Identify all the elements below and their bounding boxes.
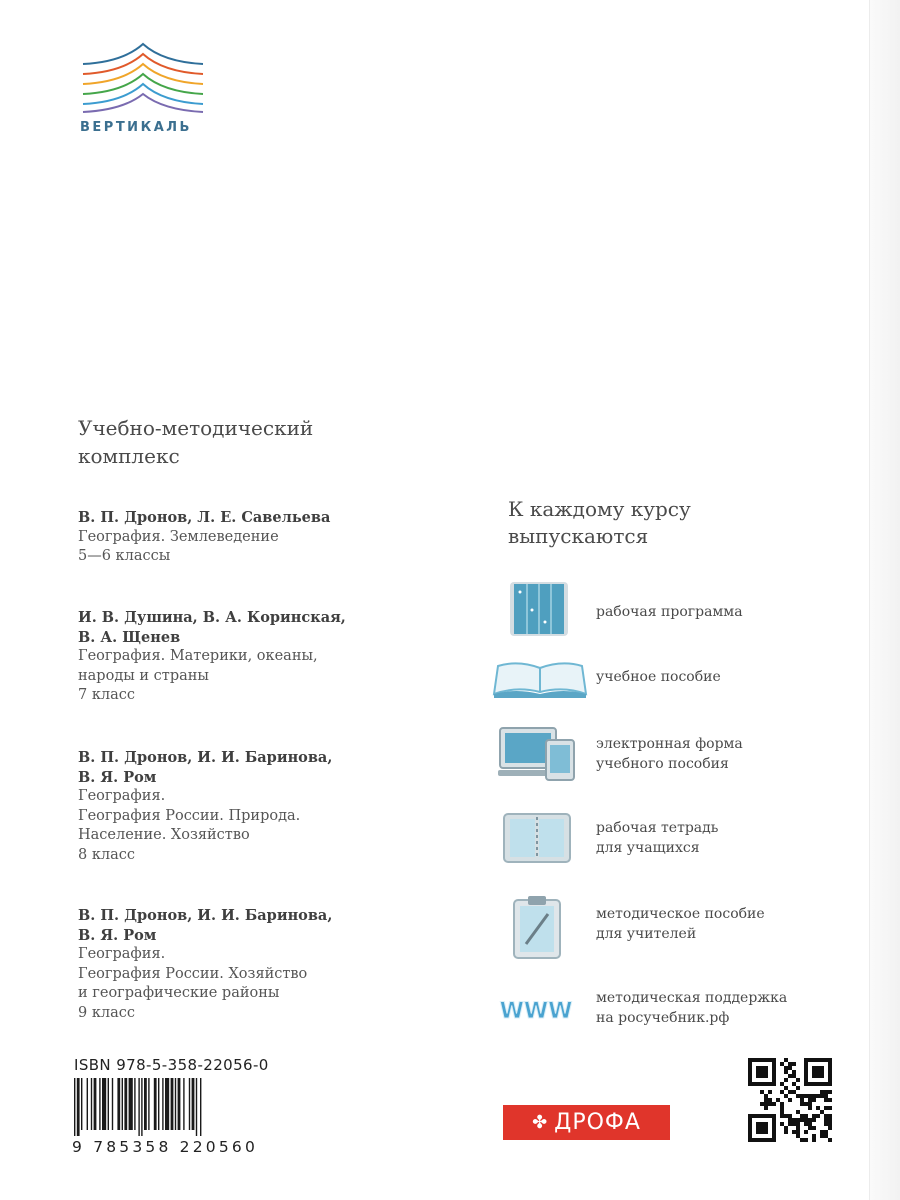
resource-label: электронная форма учебного пособия bbox=[596, 736, 743, 772]
book-authors: В. П. Дронов, И. И. Баринова, bbox=[78, 749, 333, 766]
binder-icon bbox=[508, 580, 570, 638]
book-entry bbox=[78, 508, 330, 567]
book-authors: В. П. Дронов, Л. Е. Савельева bbox=[78, 509, 331, 526]
www-icon bbox=[494, 992, 578, 1026]
open-book-icon bbox=[490, 656, 590, 700]
book-line: 9 класс bbox=[78, 1004, 135, 1021]
umk-title: Учебно-методический комплекс bbox=[78, 416, 314, 468]
resource-label: рабочая программа bbox=[596, 604, 743, 620]
resource-label: методическое пособие для учителей bbox=[596, 906, 765, 942]
publisher-logo: ✤ ДРОФА bbox=[503, 1105, 670, 1140]
clipboard-icon bbox=[512, 894, 562, 960]
book-line: География России. Хозяйство bbox=[78, 965, 308, 982]
book-line: География. bbox=[78, 946, 166, 962]
book-line: 5—6 классы bbox=[78, 548, 171, 564]
book-line: 7 класс bbox=[78, 687, 135, 703]
isbn: ISBN 978-5-358-22056-0 bbox=[74, 1056, 269, 1074]
devices-icon bbox=[498, 724, 578, 782]
cover-edge bbox=[869, 0, 900, 1200]
resource-label: методическая поддержка на росучебник.рф bbox=[596, 990, 788, 1026]
book-authors: В. П. Дронов, И. И. Баринова, bbox=[78, 907, 333, 924]
book-line: Население. Хозяйство bbox=[78, 827, 250, 843]
vertikal-logo bbox=[78, 40, 208, 115]
series-name: ВЕРТИКАЛЬ bbox=[80, 120, 192, 135]
courses-title: К каждому курсу выпускаются bbox=[508, 497, 691, 548]
book-line: География. Материки, океаны, bbox=[78, 648, 318, 664]
svg-text:WWW: WWW bbox=[499, 999, 573, 1024]
book-authors: В. А. Щенев bbox=[78, 628, 181, 646]
book-line: География России. Природа. bbox=[78, 807, 301, 824]
book-line: 8 класс bbox=[78, 846, 135, 863]
book-authors: В. Я. Ром bbox=[78, 926, 157, 944]
book-authors: И. В. Душина, В. А. Коринская, bbox=[78, 609, 346, 626]
book-line: народы и страны bbox=[78, 667, 209, 684]
book-entry bbox=[78, 748, 332, 865]
resource-label: рабочая тетрадь для учащихся bbox=[596, 820, 719, 856]
book-entry bbox=[78, 906, 332, 1023]
book-line: и географические районы bbox=[78, 985, 280, 1001]
resource-label: учебное пособие bbox=[596, 669, 721, 685]
barcode-digits: 9 785358 220560 bbox=[72, 1138, 259, 1156]
book-entry bbox=[78, 608, 346, 706]
qr-code bbox=[748, 1058, 832, 1142]
barcode bbox=[74, 1078, 264, 1138]
book-line: География. bbox=[78, 788, 166, 804]
book-authors: В. Я. Ром bbox=[78, 768, 157, 786]
book-line: География. Землеведение bbox=[78, 528, 279, 545]
notebook-icon bbox=[502, 812, 572, 864]
bird-icon: ✤ bbox=[532, 1112, 549, 1133]
